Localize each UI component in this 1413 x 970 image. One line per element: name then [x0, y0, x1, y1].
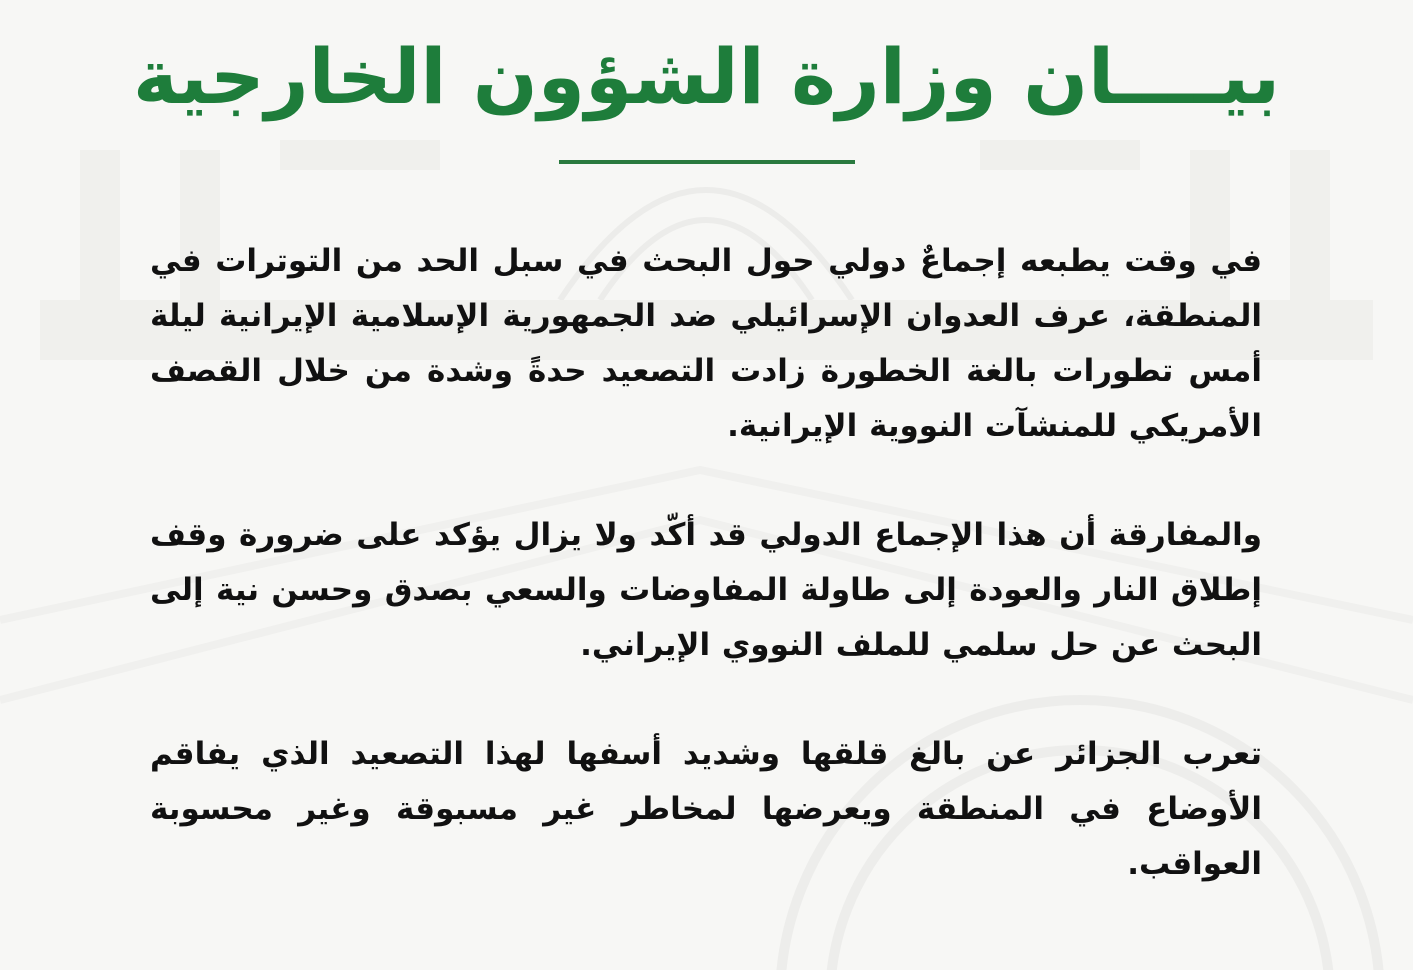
title-divider [559, 160, 855, 164]
statement-body [150, 234, 1262, 946]
statement-paragraph: والمفارقة أن هذا الإجماع الدولي قد أكّد ولا يزال يؤكد على ضرورة وقف إطلاق النار والعودة إلى طاولة المفاوضات والسعي بصدق وحسن نية إلى البحث عن حل سلمي للملف النووي الإيراني. [150, 517, 1262, 663]
statement-paragraph: تعرب الجزائر عن بالغ قلقها وشديد أسفها لهذا التصعيد الذي يفاقم الأوضاع في المنطقة ويعرضها لمخاطر غير مسبوقة وغير محسوبة العواقب. [150, 736, 1262, 882]
statement-paragraph: في وقت يطبعه إجماعٌ دولي حول البحث في سبل الحد من التوترات في المنطقة، عرف العدوان الإسرائيلي ضد الجمهورية الإسلامية الإيرانية ليلة أمس تطورات بالغة الخطورة زادت التصعيد حدةً وشدة من خلال القصف الأمريكي للمنشآت النووية الإيرانية. [150, 243, 1262, 444]
page-title: بيــــان وزارة الشؤون الخارجية [132, 32, 1281, 121]
